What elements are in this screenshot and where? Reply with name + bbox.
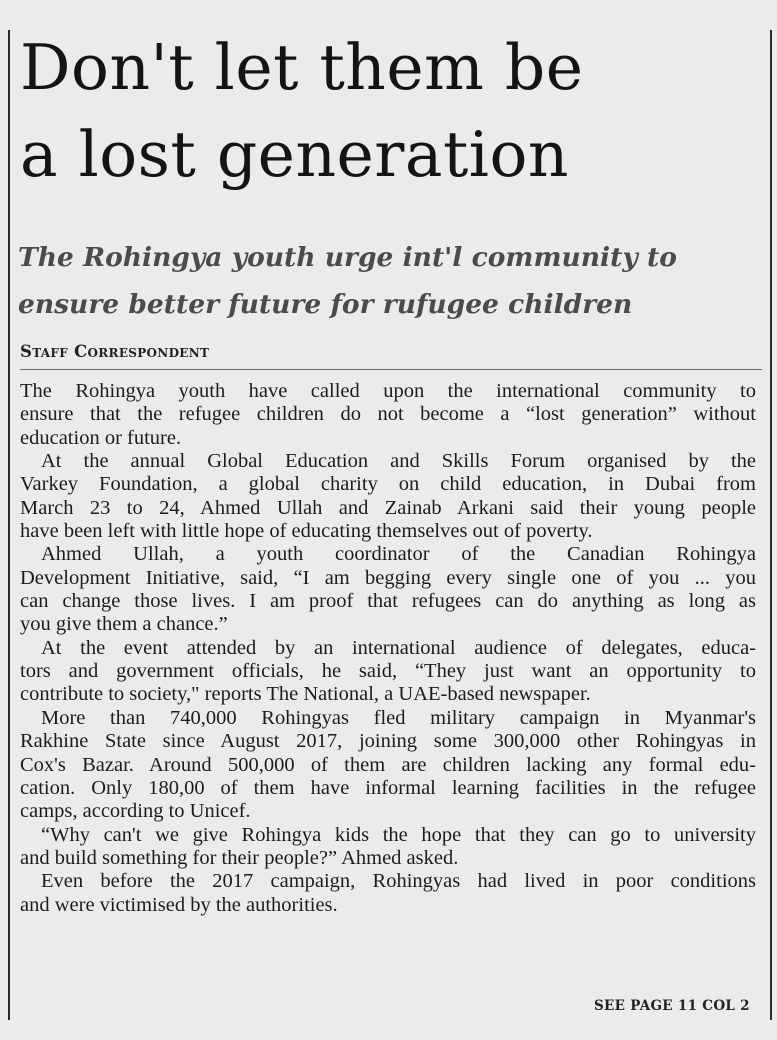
article-line: Varkey Foundation, a global charity on child education, in Dubai from xyxy=(20,473,756,496)
article-line: you give them a chance.” xyxy=(20,613,228,636)
article-paragraph xyxy=(20,870,756,917)
article-line: have been left with little hope of educating themselves out of poverty. xyxy=(20,520,593,543)
subheadline-line: ensure better future for rufugee children xyxy=(18,289,633,320)
article-line: and build something for their people?” Ahmed asked. xyxy=(20,846,459,869)
article-line: At the annual Global Education and Skills Forum organised by the xyxy=(41,450,756,473)
article-line: Even before the 2017 campaign, Rohingyas had lived in poor conditions xyxy=(41,870,756,893)
article-paragraph xyxy=(20,637,756,707)
article-line: tors and government officials, he said, “They just want an opportunity to xyxy=(20,660,756,683)
article-line: The Rohingya youth have called upon the international community to xyxy=(20,380,756,402)
headline-line: Don't let them be xyxy=(20,31,584,104)
byline-divider xyxy=(20,369,762,370)
article-line: can change those lives. I am proof that refugees can do anything as long as xyxy=(20,590,756,613)
article-paragraph xyxy=(20,543,756,636)
subheadline xyxy=(18,234,768,328)
article-line: contribute to society," reports The National, a UAE-based newspaper. xyxy=(20,683,591,706)
column-rule-right xyxy=(770,30,772,1020)
article-line: Cox's Bazar. Around 500,000 of them are children lacking any formal edu- xyxy=(20,753,756,776)
article-line: ensure that the refugee children do not become a “lost generation” without xyxy=(20,403,756,426)
article-paragraph xyxy=(20,380,756,450)
article-line: Development Initiative, said, “I am begging every single one of you ... you xyxy=(20,566,756,589)
article-line: cation. Only 180,00 of them have informal learning facilities in the refugee xyxy=(20,776,756,799)
article-line: March 23 to 24, Ahmed Ullah and Zainab Arkani said their young people xyxy=(20,496,756,519)
article-line: education or future. xyxy=(20,426,182,449)
article-paragraph xyxy=(20,707,756,824)
byline: Staff Correspondent xyxy=(20,342,210,361)
subheadline-line: The Rohingya youth urge int'l community to xyxy=(18,242,677,273)
article-line: At the event attended by an international audience of delegates, educa- xyxy=(41,636,756,659)
headline xyxy=(20,24,765,198)
headline-line: a lost generation xyxy=(20,118,569,191)
article-line: More than 740,000 Rohingyas fled military campaign in Myanmar's xyxy=(41,706,756,729)
article-paragraph xyxy=(20,824,756,871)
article-line: camps, according to Unicef. xyxy=(20,800,251,823)
column-rule-left xyxy=(8,30,10,1020)
article-line: and were victimised by the authorities. xyxy=(20,893,338,916)
article-paragraph xyxy=(20,450,756,543)
article-body xyxy=(20,380,756,917)
article-line: Rakhine State since August 2017, joining some 300,000 other Rohingyas in xyxy=(20,730,756,753)
article-line: “Why can't we give Rohingya kids the hope that they can go to university xyxy=(41,823,756,846)
continuation-note: SEE PAGE 11 COL 2 xyxy=(594,998,750,1014)
article-line: Ahmed Ullah, a youth coordinator of the Canadian Rohingya xyxy=(41,543,756,566)
